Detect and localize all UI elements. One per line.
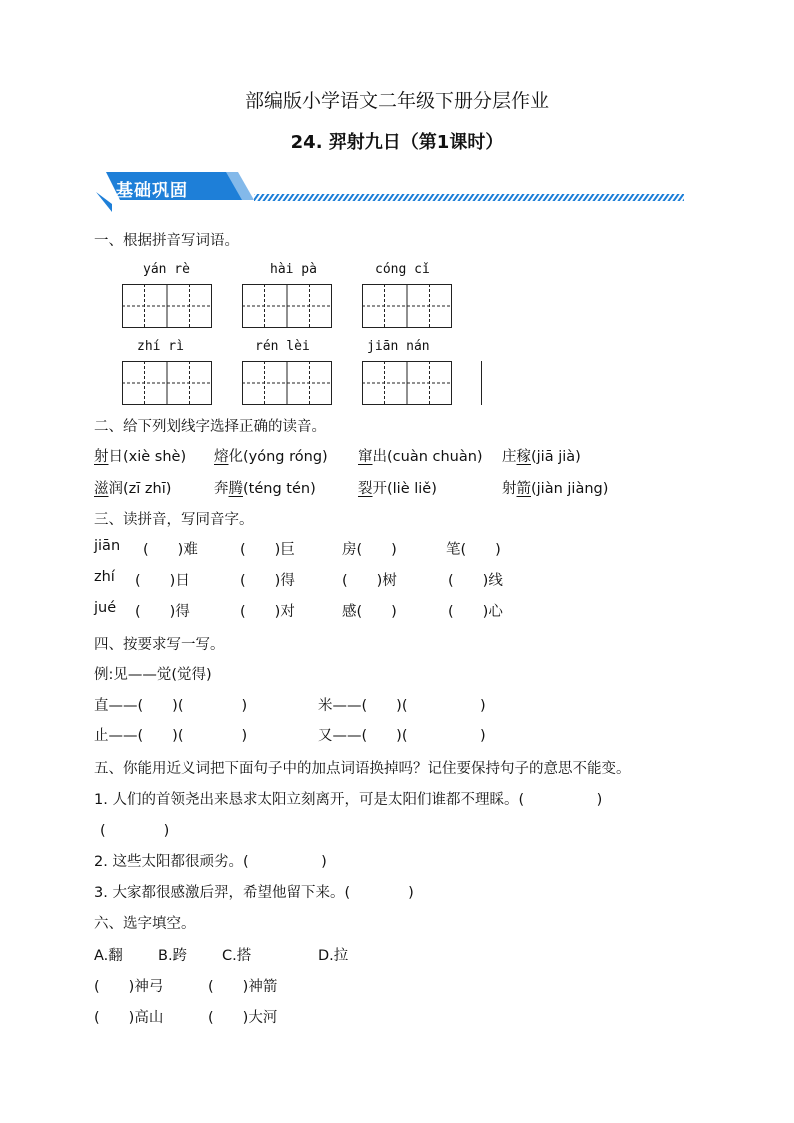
underlined-char: 腾: [228, 481, 243, 497]
underlined-char: 裂: [358, 481, 373, 497]
q6-blank[interactable]: ( )高山: [94, 1010, 164, 1026]
q4-heading: 四、按要求写一写。: [94, 637, 225, 653]
homophone-blank[interactable]: 房( ): [342, 542, 397, 558]
reading-item: [502, 477, 608, 498]
q6-blank[interactable]: ( )大河: [208, 1010, 278, 1026]
q4-blank[interactable]: 米——( )( ): [318, 698, 486, 714]
q2-heading: 二、给下列划线字选择正确的读音。: [94, 419, 326, 435]
pinyin-label: cóng cǐ: [375, 262, 430, 277]
option-d: D.拉: [318, 948, 349, 964]
section-banner-label: 基础巩固: [116, 181, 188, 201]
reading-options: 润(zī zhī): [108, 481, 172, 497]
q1-heading: 一、根据拼音写词语。: [94, 233, 239, 249]
q6-blank[interactable]: ( )神弓: [94, 979, 164, 995]
q4-blank[interactable]: 直——( )( ): [94, 698, 248, 714]
reading-options: 出(cuàn chuàn): [372, 449, 483, 465]
reading-options: (jiàn jiàng): [531, 481, 609, 497]
underlined-char: 熔: [214, 449, 229, 465]
writing-grid[interactable]: [122, 361, 212, 405]
option-b: B.跨: [158, 948, 188, 964]
homophone-pinyin: jué: [94, 600, 117, 616]
cursor-line: [481, 361, 482, 405]
writing-grid[interactable]: [242, 361, 332, 405]
homophone-blank[interactable]: ( )日: [135, 573, 190, 589]
reading-options: 日(xiè shè): [108, 449, 187, 465]
q4-blank[interactable]: 止——( )( ): [94, 728, 248, 744]
q5-heading: 五、你能用近义词把下面句子中的加点词语换掉吗？记住要保持句子的意思不能变。: [94, 761, 631, 777]
homophone-pinyin: jiān: [94, 538, 121, 554]
underlined-char: 窜: [358, 449, 373, 465]
writing-grid[interactable]: [362, 361, 452, 405]
plain-char: 奔: [214, 481, 229, 497]
underlined-char: 滋: [94, 481, 109, 497]
homophone-blank[interactable]: ( )得: [135, 604, 190, 620]
q3-heading: 三、读拼音，写同音字。: [94, 512, 254, 528]
q5-blank[interactable]: ( ): [100, 823, 170, 839]
homophone-pinyin: zhí: [94, 569, 115, 585]
plain-char: 庄: [502, 449, 517, 465]
plain-char: 射: [502, 481, 517, 497]
pinyin-label: hài pà: [270, 262, 317, 277]
reading-item: [214, 477, 316, 498]
q4-blank[interactable]: 又——( )( ): [318, 728, 486, 744]
reading-options: 化(yóng róng): [228, 449, 328, 465]
q6-blank[interactable]: ( )神箭: [208, 979, 278, 995]
reading-item: [358, 477, 437, 498]
homophone-blank[interactable]: ( )线: [448, 573, 503, 589]
option-c: C.搭: [222, 948, 252, 964]
q5-sentence[interactable]: 3. 大家都很感激后羿，希望他留下来。( ): [94, 885, 414, 901]
page-title: 部编版小学语文二年级下册分层作业: [244, 90, 549, 112]
q4-example: 例:见——觉(觉得): [94, 667, 212, 683]
option-a: A.翻: [94, 948, 123, 964]
reading-item: [94, 477, 171, 498]
writing-grid[interactable]: [242, 284, 332, 328]
pinyin-label: jiān nán: [367, 339, 430, 354]
pinyin-label: yán rè: [143, 262, 190, 277]
underlined-char: 稼: [516, 449, 531, 465]
q6-heading: 六、选字填空。: [94, 916, 196, 932]
reading-options: 开(liè liě): [372, 481, 437, 497]
homophone-blank[interactable]: ( )对: [240, 604, 295, 620]
reading-item: [214, 445, 328, 466]
writing-grid[interactable]: [362, 284, 452, 328]
pinyin-label: rén lèi: [255, 339, 310, 354]
q5-sentence[interactable]: 1. 人们的首领尧出来恳求太阳立刻离开，可是太阳们谁都不理睬。( ): [94, 792, 603, 808]
homophone-blank[interactable]: ( )心: [448, 604, 503, 620]
underlined-char: 箭: [516, 481, 531, 497]
homophone-blank[interactable]: ( )巨: [240, 542, 295, 558]
reading-options: (jiā jià): [531, 449, 581, 465]
homophone-blank[interactable]: ( )得: [240, 573, 295, 589]
homophone-blank[interactable]: ( )树: [342, 573, 397, 589]
reading-options: (téng tén): [243, 481, 316, 497]
lesson-title: 24. 羿射九日（第1课时）: [290, 132, 504, 153]
homophone-blank[interactable]: 笔( ): [446, 542, 501, 558]
writing-grid[interactable]: [122, 284, 212, 328]
underlined-char: 射: [94, 449, 109, 465]
q5-sentence[interactable]: 2. 这些太阳都很顽劣。( ): [94, 854, 327, 870]
reading-item: [358, 445, 483, 466]
homophone-blank[interactable]: 感( ): [342, 604, 397, 620]
homophone-blank[interactable]: ( )难: [143, 542, 198, 558]
pinyin-label: zhí rì: [137, 339, 184, 354]
reading-item: [502, 445, 581, 466]
reading-item: [94, 445, 186, 466]
